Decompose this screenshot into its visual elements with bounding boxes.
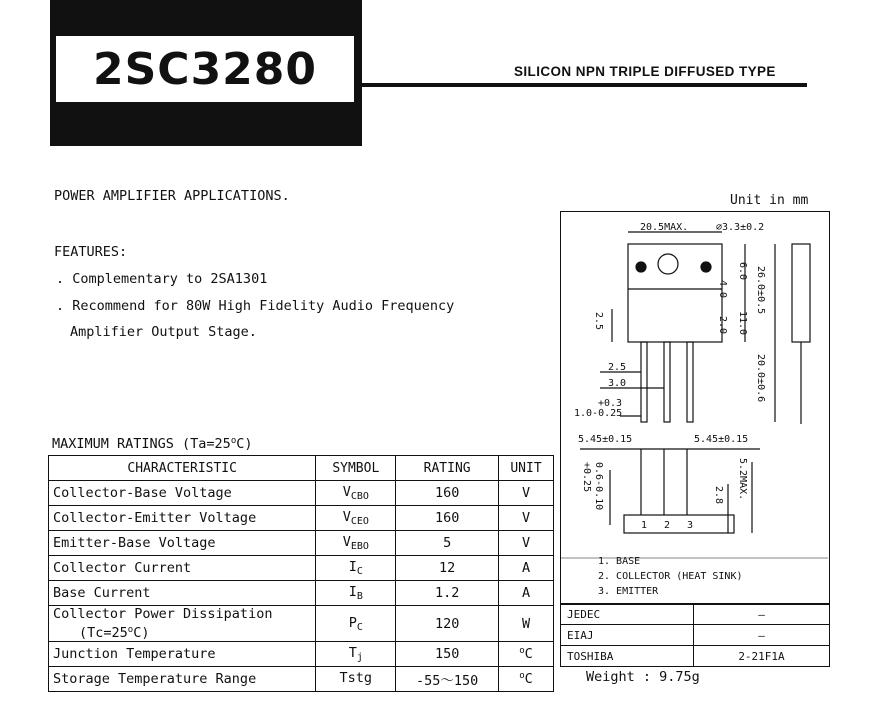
- unit-cell: V: [499, 506, 554, 531]
- column-header: RATING: [396, 456, 499, 481]
- characteristic-cell: Collector Current: [49, 556, 316, 581]
- dim-label: 6.0: [737, 262, 748, 281]
- rating-cell: 1.2: [396, 581, 499, 606]
- standards-table: [560, 603, 830, 667]
- unit-cell: W: [499, 606, 554, 642]
- characteristic-cell: Junction Temperature: [49, 642, 316, 667]
- dim-label: 2.8: [713, 486, 724, 505]
- characteristic-cell: Collector-Base Voltage: [49, 481, 316, 506]
- dim-label: 4.0: [717, 280, 728, 299]
- characteristic-cell: Collector Power Dissipation $(Tc=25^oC)$: [49, 606, 316, 642]
- pin-legend: 2. COLLECTOR (HEAT SINK): [598, 571, 743, 582]
- hole-mark: [701, 262, 711, 272]
- unit-note: Unit in mm: [730, 193, 809, 208]
- unit-cell: V: [499, 531, 554, 556]
- unit-cell: A: [499, 581, 554, 606]
- symbol-cell: $V_{EBO}$: [316, 531, 396, 556]
- pin-legend: 1. BASE: [598, 556, 641, 567]
- standard-value: 2-21F1A: [694, 646, 830, 667]
- characteristic-cell: Emitter-Base Voltage: [49, 531, 316, 556]
- weight: Weight : 9.75g: [586, 669, 700, 685]
- symbol-cell: $V_{CBO}$: [316, 481, 396, 506]
- dim-label: 20.0±0.6: [755, 354, 766, 403]
- symbol-cell: $P_C$: [316, 606, 396, 642]
- dim-label: 3.0: [608, 378, 627, 389]
- rating-cell: 5: [396, 531, 499, 556]
- table-row: [561, 604, 830, 625]
- feature-item: . Recommend for 80W High Fidelity Audio Frequency: [56, 298, 455, 314]
- lead-base: [641, 342, 647, 422]
- table-row: [561, 646, 830, 667]
- rating-cell: 120: [396, 606, 499, 642]
- unit-cell: V: [499, 481, 554, 506]
- part-number: 2SC3280: [92, 43, 318, 95]
- dim-label: 5.45±0.15: [578, 434, 633, 445]
- ratings-title: MAXIMUM RATINGS $(Ta=25^oC)$: [52, 436, 253, 452]
- characteristic-cell: Collector-Emitter Voltage: [49, 506, 316, 531]
- dim-label: 2.0: [717, 316, 728, 335]
- dim-label: 1.0-0.25: [574, 408, 623, 419]
- characteristic-cell: Base Current: [49, 581, 316, 606]
- dim-label: 2.5: [608, 362, 627, 373]
- features-heading: FEATURES:: [54, 244, 128, 260]
- pin-number: 2: [664, 520, 671, 531]
- unit-cell: $^o$C: [499, 667, 554, 692]
- dim-label: 11.0: [737, 311, 748, 336]
- pin-number: 1: [641, 520, 648, 531]
- symbol-cell: $I_C$: [316, 556, 396, 581]
- pin-legend: 3. EMITTER: [598, 586, 659, 597]
- side-view-body: [792, 244, 810, 342]
- symbol-cell: $T_j$: [316, 642, 396, 667]
- application-heading: POWER AMPLIFIER APPLICATIONS.: [54, 188, 290, 204]
- dim-label: ⌀3.3±0.2: [716, 222, 765, 233]
- standard-value: —: [694, 604, 830, 625]
- dim-label: +0.25: [581, 462, 592, 493]
- dim-label: 0.6-0.10: [593, 462, 604, 511]
- standard-name: TOSHIBA: [561, 646, 694, 667]
- rating-cell: 12: [396, 556, 499, 581]
- symbol-cell: $I_B$: [316, 581, 396, 606]
- table-row: [561, 625, 830, 646]
- rating-cell: 160: [396, 506, 499, 531]
- column-header: CHARACTERISTIC: [49, 456, 316, 481]
- dim-label: 26.0±0.5: [755, 266, 766, 315]
- dim-label: 5.45±0.15: [694, 434, 749, 445]
- rating-cell: 160: [396, 481, 499, 506]
- rating-cell: -55～150: [396, 667, 499, 692]
- lead-collector: [664, 342, 670, 422]
- standard-name: JEDEC: [561, 604, 694, 625]
- pin-number: 3: [687, 520, 694, 531]
- dim-label: 5.2MAX.: [737, 458, 748, 501]
- dim-label: 2.5: [593, 312, 604, 331]
- symbol-cell: Tstg: [316, 667, 396, 692]
- hole-mark: [636, 262, 646, 272]
- dim-label: 20.5MAX.: [640, 222, 689, 233]
- characteristic-cell: Storage Temperature Range: [49, 667, 316, 692]
- unit-cell: A: [499, 556, 554, 581]
- feature-item: Amplifier Output Stage.: [70, 324, 257, 340]
- column-header: UNIT: [499, 456, 554, 481]
- feature-item: . Complementary to 2SA1301: [56, 271, 268, 287]
- rating-cell: 150: [396, 642, 499, 667]
- dim-label: +0.3: [598, 398, 623, 409]
- standard-value: —: [694, 625, 830, 646]
- unit-cell: $^o$C: [499, 642, 554, 667]
- mounting-hole: [658, 254, 678, 274]
- column-header: SYMBOL: [316, 456, 396, 481]
- transistor-body: [628, 244, 722, 342]
- subtitle: SILICON NPN TRIPLE DIFFUSED TYPE: [514, 64, 776, 79]
- lead-emitter: [687, 342, 693, 422]
- standard-name: EIAJ: [561, 625, 694, 646]
- symbol-cell: $V_{CEO}$: [316, 506, 396, 531]
